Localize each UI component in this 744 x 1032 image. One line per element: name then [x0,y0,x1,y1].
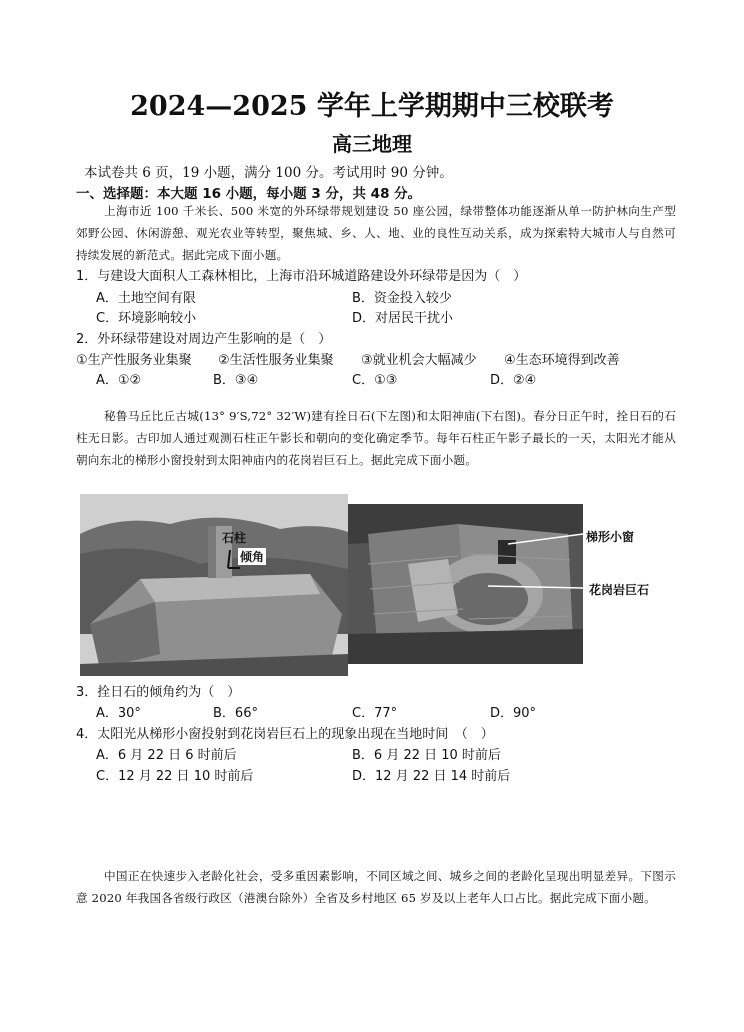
intihuatana-illustration [80,494,348,676]
exam-title: 2024—2025 学年上学期期中三校联考 [130,91,614,122]
q1-option-c: C．环境影响较小 [96,311,197,326]
q3-option-a: A．30° [96,706,141,721]
q2-item-3: ③就业机会大幅减少 [361,353,477,368]
q3-option-d: D．90° [490,706,537,721]
q4-option-c: C．12 月 22 日 10 时前后 [96,769,254,784]
temple-of-sun-photo [348,504,583,664]
q3-option-b: B．66° [213,706,258,721]
q1-option-b: B．资金投入较少 [352,291,452,306]
q4-option-d: D．12 月 22 日 14 时前后 [352,769,511,784]
passage-shanghai: 上海市近 100 千米长、500 米宽的外环绿带规划建设 50 座公园，绿带整体功能逐渐从单一防护林向生产型郊野公园、休闲游憩、观光农业等转型，聚焦城、乡、人、地、业的良性互动关系，成为探索特大城市人与自然可持续发展的新范式。据此完成下面小题。 [76,204,676,262]
section-heading: 一、选择题：本大题 16 小题，每小题 3 分，共 48 分。 [76,186,422,202]
q1-option-a: A．土地空间有限 [96,291,196,306]
exam-subtitle: 高三地理 [332,132,412,156]
q1-option-d: D．对居民干扰小 [352,311,454,326]
question-1-stem: 1．与建设大面积人工森林相比，上海市沿环城道路建设外环绿带是因为（ ） [76,269,527,284]
passage-aging: 中国正在快速步入老龄化社会，受多重因素影响，不同区域之间、城乡之间的老龄化呈现出明显差异。下图示意 2020 年我国各省级行政区（港澳台除外）全省及乡村地区 65 岁及以上老年人口占比。据此完成下面小题。 [76,869,676,905]
q2-option-d: D．②④ [490,373,537,388]
q3-option-c: C．77° [352,706,398,721]
q4-option-a: A．6 月 22 日 6 时前后 [96,748,237,763]
question-4-stem: 4．太阳光从梯形小窗投射到花岗岩巨石上的现象出现在当地时间 （ ） [76,727,494,742]
q4-option-b: B．6 月 22 日 10 时前后 [352,748,501,763]
q2-item-4: ④生态环境得到改善 [504,353,620,368]
q2-option-a: A．①② [96,373,142,388]
q2-option-b: B．③④ [213,373,259,388]
q2-option-c: C．①③ [352,373,398,388]
question-2-stem: 2．外环绿带建设对周边产生影响的是（ ） [76,332,332,347]
intihuatana-photo [80,494,348,676]
q2-item-1: ①生产性服务业集聚 [76,353,192,368]
label-angle: 倾角 [240,550,265,564]
label-pillar: 石柱 [222,531,247,545]
question-3-stem: 3．拴日石的倾角约为（ ） [76,685,241,700]
exam-info: 本试卷共 6 页，19 小题，满分 100 分。考试用时 90 分钟。 [84,165,453,181]
q2-item-2: ②生活性服务业集聚 [218,353,334,368]
passage-machu-picchu: 秘鲁马丘比丘古城(13° 9′S,72° 32′W)建有拴日石(下左图)和太阳神庙(下右图)。春分日正午时，拴日石的石柱无日影。古印加人通过观测石柱正午影长和朝向的变化确定季节。每年石柱正午影子最长的一天，太阳光才能从朝向东北的梯形小窗投射到太阳神庙内的花岗岩巨石上。据此完成下面小题。 [76,409,676,467]
label-granite-boulder: 花岗岩巨石 [589,583,650,597]
temple-illustration [348,504,583,664]
label-trapezoid-window: 梯形小窗 [586,530,635,544]
